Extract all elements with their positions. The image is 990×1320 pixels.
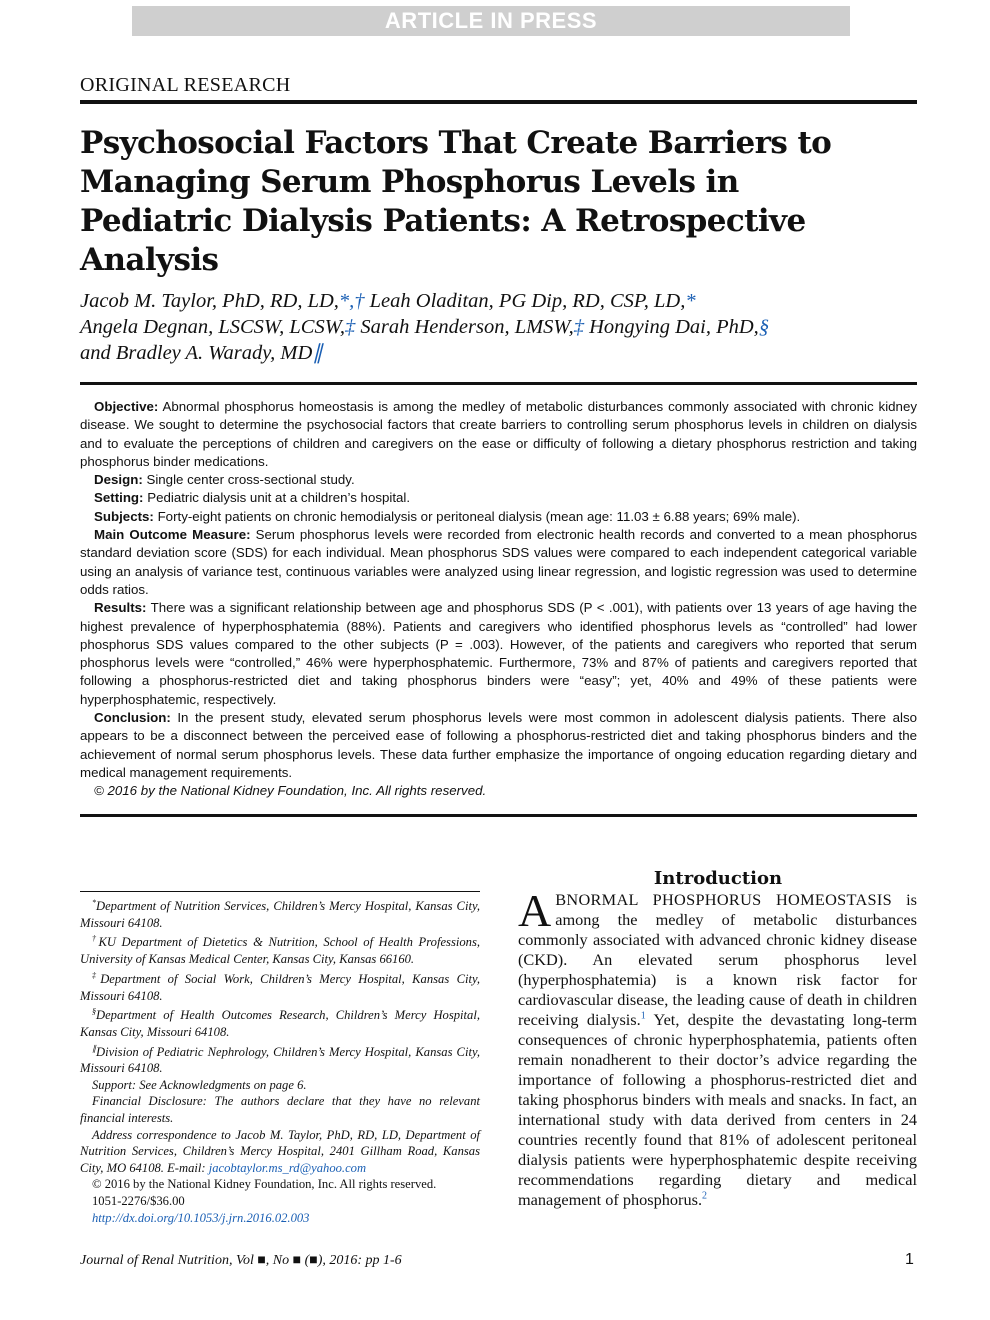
author: Jacob M. Taylor, PhD, RD, LD,	[80, 290, 339, 312]
divider	[80, 382, 917, 385]
divider	[80, 100, 917, 104]
abstract-results: Results: There was a significant relationship between age and phosphorus SDS (P < .001), with patients over 13 years of age having the highest prevalence of hyperphosphatemia (88%). Patients and caregivers who identified phosphorus levels as “controlled” had lower phosphorus SDS values compared to the other subjects (P = .003). However, of the patients and caregivers who reported that serum phosphorus levels were “controlled,” 46% were hyperphosphatemic. Furthermore, 73% and 87% of patients and caregivers reported that following a phosphorus-restricted diet and taking phosphorus binders were “easy”; yet, 40% and 49% of these patients were hyperphosphatemic, respectively.	[80, 600, 917, 707]
article-title: Psychosocial Factors That Create Barriers to Managing Serum Phosphorus Levels in Pediatric Dialysis Patients: A Retrospective Analysis	[80, 125, 832, 278]
author: and Bradley A. Warady, MD	[80, 342, 313, 364]
author-affiliation-link[interactable]: §	[758, 316, 770, 338]
article-in-press-banner: ARTICLE IN PRESS	[132, 6, 850, 36]
author: Leah Oladitan, PG Dip, RD, CSP, LD,	[369, 290, 686, 312]
footnote-affiliation: §Department of Health Outcomes Research, Children’s Mercy Hospital, Kansas City, Missouri 64108.	[80, 1007, 480, 1039]
divider	[80, 814, 917, 817]
footnote-copyright: © 2016 by the National Kidney Foundation, Inc. All rights reserved.	[92, 1177, 437, 1192]
abstract-conclusion: Conclusion: In the present study, elevated serum phosphorus levels were most common in adolescent dialysis patients. There also appears to be a disconnect between the perceived ease of following a phosphorus-restricted diet and taking phosphorus binders and the achievement of normal serum phosphorus levels. These data further emphasize the importance of ongoing education regarding dietary and medical management requirements.	[80, 710, 917, 780]
author-affiliation-link[interactable]: ‡	[573, 316, 584, 338]
footnote-issn: 1051-2276/$36.00	[92, 1194, 185, 1209]
abstract-main-outcome: Main Outcome Measure: Serum phosphorus levels were recorded from electronic health records and converted to a mean phosphorus standard deviation score (SDS) for each individual. Mean phosphorus SDS values were compared to each independent categorical variable using an analysis of variance test, continuous variables were analyzed using linear regression, and logistic regression was used to determine odds ratios.	[80, 527, 917, 597]
footnote-divider	[80, 891, 480, 892]
footnote-affiliation: ∥Division of Pediatric Nephrology, Children’s Mercy Hospital, Kansas City, Missouri 64108.	[80, 1043, 480, 1076]
doi-link[interactable]: http://dx.doi.org/10.1053/j.jrn.2016.02.003	[92, 1210, 310, 1225]
footnote-support: Support: See Acknowledgments on page 6.	[92, 1077, 307, 1092]
abstract-copyright: © 2016 by the National Kidney Foundation, Inc. All rights reserved.	[94, 783, 487, 799]
author-affiliation-link[interactable]: ∥	[312, 342, 323, 364]
abstract-setting: Setting: Pediatric dialysis unit at a children’s hospital.	[94, 490, 411, 506]
abstract	[80, 398, 917, 801]
author-list	[80, 288, 920, 366]
abstract-subjects: Subjects: Forty-eight patients on chronic hemodialysis or peritoneal dialysis (mean age: 11.03 ± 6.88 years; 69% male).	[94, 508, 801, 524]
footnote-address: Address correspondence to Jacob M. Taylor, PhD, RD, LD, Department of Nutrition Services, Children’s Mercy Hospital, 2401 Gillham Road, Kansas City, MO 64108. E-mail: jacobtaylor.ms_rd@yahoo.com	[80, 1127, 480, 1175]
footnote-affiliation: ‡Department of Social Work, Children’s Mercy Hospital, Kansas City, Missouri 64108.	[80, 970, 481, 1003]
author: Angela Degnan, LSCSW, LCSW,	[80, 316, 346, 338]
footer-journal-citation: Journal of Renal Nutrition, Vol ■, No ■ (■), 2016: pp 1-6	[80, 1253, 402, 1268]
footnote-doi	[80, 1210, 480, 1227]
section-label: ORIGINAL RESEARCH	[80, 74, 291, 96]
author-affiliation-link[interactable]: ‡	[345, 316, 356, 338]
author: Sarah Henderson, LMSW,	[360, 316, 574, 338]
abstract-objective: Objective: Abnormal phosphorus homeostasis is among the medley of metabolic disturbances commonly associated with chronic kidney disease. We sought to determine the psychosocial factors that create barriers to controlling serum phosphorus levels in children on dialysis and to evaluate the perceptions of children and caregivers on the ease or difficulty of following a dietary phosphorus restriction and taking phosphorus binder medications.	[80, 399, 917, 469]
footnote-affiliation: *Department of Nutrition Services, Children’s Mercy Hospital, Kansas City, Missouri 64108.	[80, 898, 480, 930]
footnotes	[80, 895, 480, 1226]
author-affiliation-link[interactable]: *,†	[338, 290, 365, 312]
author-affiliation-link[interactable]: *	[685, 290, 696, 312]
footnote-affiliation: †KU Department of Dietetics & Nutrition, School of Health Professions, University of Kansas Medical Center, Kansas City, Kansas 66160.	[80, 934, 480, 967]
introduction-paragraph: ABNORMAL PHOSPHORUS HOMEOSTASIS is among the medley of metabolic disturbances commonly associated with advanced chronic kidney disease (CKD). An elevated serum phosphorus level (hyperphosphatemia) is a known risk factor for cardiovascular disease, the leading cause of death in children receiving dialysis.$^1$ Yet, despite the devastating long-term consequences of chronic hyperphosphatemia, patients often remain nonadherent to their doctor’s advice regarding the importance of following a phosphorus-restricted diet and taking phosphorus binders with meals and snacks. In fact, an international study with data derived from centers in 24 countries recently found that 81% of adolescent peritoneal dialysis patients were hyperphosphatemic despite receiving recommendations regarding dietary and medical management of phosphorus.$^2$	[518, 885, 918, 1209]
email-link[interactable]: jacobtaylor.ms_rd@yahoo.com	[208, 1160, 367, 1175]
page-number: 1	[905, 1251, 914, 1268]
drop-cap: A	[518, 885, 552, 936]
citation-link[interactable]: 2	[702, 1190, 708, 1202]
footnote-financial: Financial Disclosure: The authors declare that they have no relevant financial interests.	[80, 1094, 480, 1126]
abstract-design: Design: Single center cross-sectional study.	[94, 472, 355, 488]
section-heading-introduction: Introduction	[653, 868, 783, 889]
author: Hongying Dai, PhD,	[589, 316, 759, 338]
citation-link[interactable]: 1	[640, 1010, 646, 1022]
lead-in: BNORMAL PHOSPHORUS HOMEOSTASIS	[555, 890, 892, 909]
